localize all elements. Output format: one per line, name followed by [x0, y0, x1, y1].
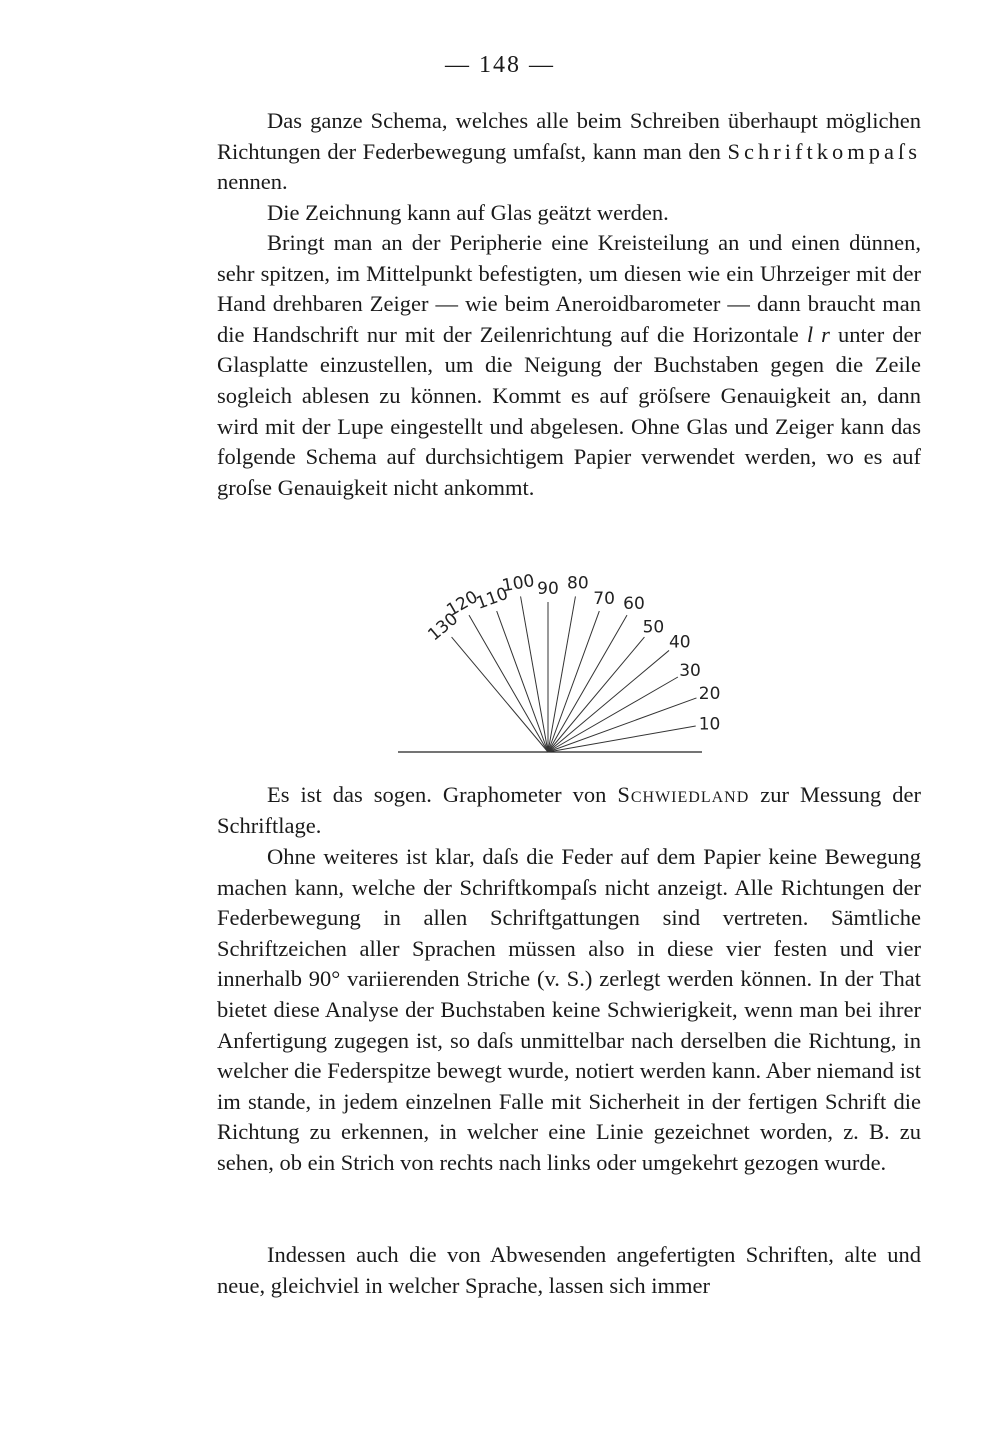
paragraph-text: Das ganze Schema, welches alle beim Schreiben überhaupt möglichen Richtungen der Federbewegung umfaſst, kann man den: [217, 108, 921, 164]
paragraph-schema: [217, 106, 921, 198]
angle-label-20: 20: [698, 684, 721, 705]
angle-label-50: 50: [642, 617, 665, 638]
angle-label-30: 30: [679, 661, 701, 681]
angle-label-60: 60: [623, 594, 645, 615]
angle-line-130: [452, 637, 548, 752]
paragraph-absent-writers: Indessen auch die von Abwesenden angefertigten Schriften, alte und neue, gleichviel in welcher Sprache, lassen sich immer: [217, 1242, 921, 1298]
angle-label-70: 70: [593, 588, 615, 609]
paragraph-text: unter der Glasplatte einzustellen, um die Neigung der Buchstaben gegen die Zeile sogleich ablesen zu können. Kommt es auf gröſsere Genauigkeit an, dann wird mit der Lupe eingestellt und abgelesen. Ohne Glas und Zeiger kann das folgende Schema auf durchsichtigem Papier verwendet werden, wo es auf groſse Genauigkeit nicht ankommt.: [217, 321, 921, 500]
paragraph-graduation: [217, 228, 921, 503]
graphometer-figure: [390, 548, 750, 763]
author-name: Schwiedland: [617, 782, 750, 807]
angle-label-120: 120: [443, 587, 482, 621]
paragraph-text: nennen.: [217, 169, 288, 195]
angle-label-80: 80: [567, 573, 589, 594]
angle-line-110: [497, 611, 548, 752]
page-number: — 148 —: [445, 52, 555, 78]
paragraph-graphometer: [217, 780, 921, 841]
angle-label-90: 90: [537, 579, 559, 599]
paragraph-glass: Die Zeichnung kann auf Glas geätzt werden.: [267, 200, 669, 225]
graphometer-diagram: [390, 548, 750, 763]
paragraph-text: Es ist das sogen. Graphometer von: [267, 782, 618, 807]
paragraph-analysis: Ohne weiteres ist klar, daſs die Feder auf dem Papier keine Bewegung machen kann, welche der Schriftkompaſs nicht anzeigt. Alle Richtungen der Federbewegung in allen Schriftgattungen sind vertreten. Sämtliche Schriftzeichen aller Sprachen müssen also in diese vier festen und vier innerhalb 90° variierenden Striche (v. S.) zerlegt werden können. In der That bietet diese Analyse der Buchstaben keine Schwierigkeit, wenn man bei ihrer Anfertigung zugegen ist, so daſs unmittelbar nach derselben die Richtung, in welcher die Federspitze bewegt wurde, notiert werden kann. Aber niemand ist im stande, in jedem einzelnen Falle mit Sicherheit in der fertigen Schrift die Richtung zu erkennen, in welcher eine Linie gezeichnet worden, z. B. zu sehen, ob ein Strich von rechts nach links oder umgekehrt gezogen wurde.: [217, 844, 921, 1175]
angle-label-40: 40: [668, 632, 691, 653]
paragraph-text: Bringt man an der Peripherie eine Kreisteilung an und einen dünnen, sehr spitzen, im Mittelpunkt befestigten, um diesen wie ein Uhrzeiger mit der Hand drehbaren Zeiger — wie beim Aneroidbarometer — dann braucht man die Handschrift nur mit der Zeilenrichtung auf die Horizontale: [217, 230, 921, 347]
paragraph-text: zur Messung der Schriftlage.: [217, 782, 921, 838]
angle-label-110: 110: [473, 583, 511, 614]
angle-label-130: 130: [424, 609, 463, 646]
spaced-term: Schriftkompaſs: [727, 138, 921, 164]
angle-label-100: 100: [500, 570, 537, 597]
angle-label-10: 10: [698, 714, 721, 735]
italic-term: l r: [806, 321, 830, 347]
